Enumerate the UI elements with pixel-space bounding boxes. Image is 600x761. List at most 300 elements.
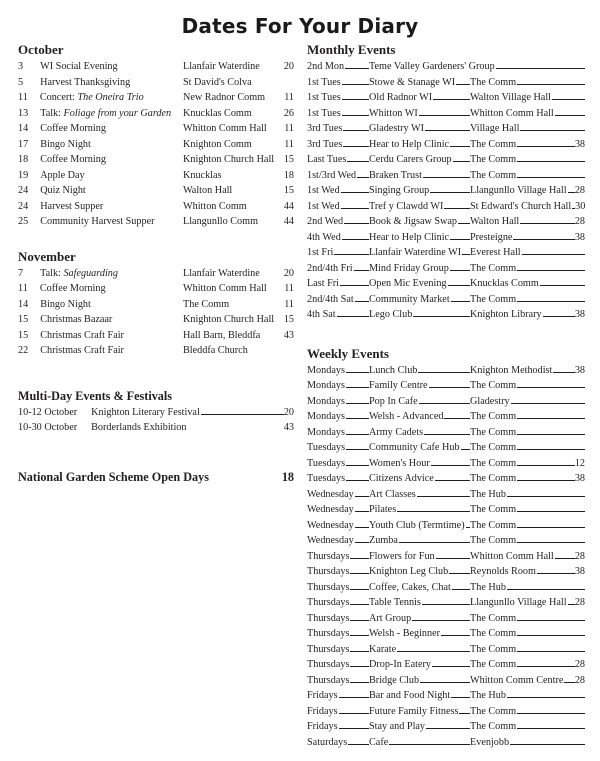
day-cell (307, 409, 369, 425)
event-cell (369, 642, 470, 658)
event-cell (369, 456, 470, 472)
event-cell (369, 564, 470, 580)
underscore-leader (441, 635, 470, 636)
underscore-leader (419, 115, 470, 116)
list-item (18, 121, 294, 137)
underscore-leader (517, 635, 585, 636)
venue-name: Knucklas Comm (470, 278, 539, 289)
event-cell (369, 168, 470, 184)
day-label: Thursdays (307, 581, 350, 593)
venue-cell (183, 343, 294, 359)
venue-name: Whitton Comm Hall (470, 550, 554, 562)
underscore-leader (553, 372, 574, 373)
venue-name: The Hub (470, 690, 506, 701)
venue-name: Whitton Comm Hall (183, 283, 267, 294)
event-name: Pilates (369, 504, 397, 515)
underscore-leader (344, 223, 369, 224)
venue-name: Llanfair Waterdine (183, 267, 260, 279)
day-cell (307, 502, 369, 518)
event-name (40, 121, 106, 137)
venue-cell (470, 471, 585, 487)
underscore-leader (420, 682, 470, 683)
venue-cell (470, 363, 585, 379)
underscore-leader (552, 99, 585, 100)
event-name: Karate (369, 643, 397, 655)
underscore-leader (350, 666, 369, 667)
list-item (307, 183, 585, 199)
page-number: 38 (574, 364, 585, 376)
day-label: Wednesday (307, 535, 354, 546)
event-name: Community Cafe Hub (369, 442, 460, 453)
venue-cell (470, 75, 585, 91)
underscore-leader (510, 744, 585, 745)
event-cell (369, 735, 470, 751)
venue-cell (470, 137, 585, 153)
venue-cell (470, 307, 585, 323)
event-name-text: Quiz Night (40, 185, 86, 196)
event-cell (369, 183, 470, 199)
underscore-leader (346, 465, 369, 466)
underscore-leader (436, 558, 470, 559)
event-cell (369, 704, 470, 720)
list-item (307, 673, 585, 689)
event-cell (369, 292, 470, 308)
event-cell (369, 261, 470, 277)
page-number: 26 (283, 107, 294, 119)
page-number: 11 (284, 283, 294, 294)
page-number: 43 (283, 329, 294, 341)
underscore-leader (507, 496, 585, 497)
venue-cell (470, 673, 585, 689)
list-item (307, 59, 585, 75)
underscore-leader (458, 223, 470, 224)
underscore-leader (450, 146, 470, 147)
venue-name: The Comm (470, 473, 517, 484)
underscore-leader (355, 527, 369, 528)
venue-cell (470, 214, 585, 230)
page-number: 38 (574, 309, 585, 320)
day-cell (307, 75, 369, 91)
event-name-text: Christmas Craft Fair (40, 345, 124, 356)
list-item (307, 230, 585, 246)
venue-cell (470, 245, 585, 261)
venue-cell (470, 378, 585, 394)
list-item (18, 90, 294, 106)
event-name (40, 137, 91, 153)
page-number: 15 (283, 314, 294, 325)
day-label: Mondays (307, 426, 345, 438)
venue-name: The Comm (470, 721, 517, 732)
day-cell (307, 121, 369, 137)
day-label: Mondays (307, 395, 345, 407)
underscore-leader (517, 270, 585, 271)
event-name (40, 266, 118, 282)
underscore-leader (452, 589, 470, 590)
underscore-leader (354, 270, 369, 271)
event-name-text: Coffee Morning (40, 154, 106, 165)
november-list (18, 266, 294, 359)
event-cell (369, 471, 470, 487)
event-name-text: Apple Day (40, 169, 85, 181)
venue-cell (470, 518, 585, 534)
underscore-leader (399, 542, 470, 543)
event-name: Mind Friday Group (369, 262, 449, 274)
event-name-text: Coffee Morning (39, 283, 106, 294)
event-cell (18, 328, 183, 344)
page-number: 44 (283, 216, 294, 227)
day-label: Last Tues (307, 154, 347, 165)
multi-day-heading: Multi-Day Events & Festivals (18, 388, 173, 403)
day-label: 2nd Wed (307, 216, 344, 227)
event-cell (18, 59, 183, 75)
venue-cell (470, 456, 585, 472)
right-column (307, 42, 585, 750)
day-cell (307, 735, 369, 751)
ngs-row (18, 469, 294, 485)
event-cell (369, 487, 470, 503)
event-name-text: Coffee Morning (40, 123, 106, 134)
event-name: Bridge Club (369, 674, 420, 686)
day-cell (307, 595, 369, 611)
day-cell (307, 394, 369, 410)
underscore-leader (517, 177, 585, 178)
day-label: Thursdays (307, 659, 350, 670)
underscore-leader (425, 130, 470, 131)
list-item (307, 137, 585, 153)
event-cell (369, 611, 470, 627)
day-cell (307, 471, 369, 487)
list-item (18, 75, 294, 91)
day-label: Wednesday (307, 504, 354, 515)
venue-cell (470, 425, 585, 441)
event-name-text: Talk: (40, 107, 64, 119)
event-name: Whitton WI (369, 107, 418, 119)
list-item (307, 533, 585, 549)
event-cell (369, 245, 470, 261)
underscore-leader (444, 208, 470, 209)
event-name: Hear to Help Clinic (369, 231, 450, 243)
underscore-leader (355, 511, 369, 512)
venue-cell (470, 704, 585, 720)
event-name (40, 106, 171, 122)
left-column (18, 42, 294, 485)
venue-cell (183, 106, 294, 122)
venue-name: Knighton Methodist (470, 364, 553, 376)
day-cell (307, 245, 369, 261)
venue-cell (470, 230, 585, 246)
list-item (307, 626, 585, 642)
underscore-leader (517, 301, 585, 302)
list-item (18, 405, 294, 421)
venue-cell (470, 183, 585, 199)
page-number: 15 (283, 185, 294, 196)
page-number: 38 (574, 566, 585, 577)
venue-name: The Comm (470, 380, 517, 391)
venue-cell (470, 502, 585, 518)
multi-day-list (18, 405, 294, 436)
event-cell (369, 90, 470, 106)
list-item (307, 214, 585, 230)
underscore-leader (433, 99, 470, 100)
page-number: 28 (574, 597, 585, 608)
venue-name: The Comm (470, 76, 517, 88)
underscore-leader (449, 573, 470, 574)
underscore-leader (555, 558, 575, 559)
venue-name: Reynolds Room (470, 566, 536, 577)
event-cell (369, 394, 470, 410)
list-item (18, 328, 294, 344)
event-cell (369, 719, 470, 735)
day-cell (307, 363, 369, 379)
underscore-leader (453, 161, 470, 162)
day-label: 2nd/4th Sat (307, 293, 354, 305)
dates-cell (18, 420, 91, 436)
event-name-text: Talk: (40, 267, 64, 279)
venue-cell (470, 152, 585, 168)
event-cell (369, 425, 470, 441)
event-cell (369, 276, 470, 292)
list-item (18, 199, 294, 215)
venue-cell (183, 152, 294, 168)
venue-cell (183, 90, 294, 106)
event-name (40, 214, 154, 230)
list-item (18, 420, 294, 436)
underscore-leader (568, 604, 575, 605)
event-name: Open Mic Evening (369, 278, 447, 289)
underscore-leader (350, 589, 369, 590)
day-label: Last Fri (307, 278, 339, 289)
list-item (307, 363, 585, 379)
page-number: 11 (284, 138, 294, 150)
event-dates: 10-12 October (18, 406, 78, 418)
list-item (307, 487, 585, 503)
day-cell (307, 580, 369, 596)
list-item (18, 152, 294, 168)
event-name (40, 59, 118, 75)
venue-name: Knighton Comm (183, 138, 252, 150)
day-label: 1st Fri (307, 247, 334, 258)
page-number: 11 (284, 298, 294, 310)
underscore-leader (419, 403, 470, 404)
venue-name: The Comm (470, 643, 517, 655)
venue-cell (470, 276, 585, 292)
day-label: 2nd Mon (307, 61, 345, 72)
underscore-leader (423, 177, 470, 178)
event-cell (369, 199, 470, 215)
underscore-leader (450, 270, 470, 271)
event-name: Welsh - Advanced (369, 411, 444, 422)
event-name (40, 152, 106, 168)
event-name-text: Harvest Supper (40, 200, 104, 212)
day-cell (307, 440, 369, 456)
list-item (307, 642, 585, 658)
day-cell (307, 704, 369, 720)
underscore-leader (346, 434, 369, 435)
day-label: Fridays (307, 705, 338, 717)
october-list (18, 59, 294, 230)
event-name: Old Radnor WI (369, 92, 433, 103)
event-date: 7 (18, 267, 24, 279)
list-item (307, 75, 585, 91)
underscore-leader (348, 744, 369, 745)
venue-name: Whitton Comm Hall (183, 123, 267, 134)
venue-name: The Hub (470, 488, 506, 500)
underscore-leader (422, 604, 470, 605)
underscore-leader (342, 84, 369, 85)
list-item (307, 90, 585, 106)
day-label: Thursdays (307, 628, 350, 639)
day-cell (307, 59, 369, 75)
event-dates: 10-30 October (18, 422, 78, 433)
venue-name: The Comm (183, 298, 230, 310)
event-cell (369, 378, 470, 394)
list-item (18, 297, 294, 313)
list-item (307, 152, 585, 168)
underscore-leader (520, 130, 585, 131)
underscore-leader (517, 434, 585, 435)
venue-cell (470, 533, 585, 549)
weekly-section (307, 346, 585, 751)
underscore-leader (522, 254, 585, 255)
event-name (40, 168, 84, 184)
venue-name: Knucklas (183, 169, 222, 181)
venue-cell (470, 292, 585, 308)
day-cell (307, 106, 369, 122)
event-name: Art Group (369, 612, 412, 624)
underscore-leader (568, 192, 575, 193)
underscore-leader (448, 285, 470, 286)
underscore-leader (350, 573, 369, 574)
underscore-leader (339, 713, 369, 714)
event-cell (18, 90, 183, 106)
venue-name: Walton Hall (183, 185, 233, 196)
underscore-leader (435, 480, 470, 481)
event-name (40, 281, 106, 297)
venue-cell (470, 168, 585, 184)
page-number: 38 (574, 138, 585, 150)
event-name (40, 297, 91, 313)
underscore-leader (537, 573, 575, 574)
multi-day-section (18, 388, 294, 436)
day-label: 4th Sat (307, 309, 336, 320)
event-name: Zumba (369, 535, 398, 546)
venue-cell (470, 549, 585, 565)
event-name: Cerdu Carers Group (369, 154, 452, 165)
venue-cell (183, 214, 294, 230)
venue-name: St Edward's Church Hall (470, 200, 572, 212)
event-date: 14 (18, 298, 29, 310)
venue-name: New Radnor Comm (183, 92, 266, 103)
underscore-leader (517, 84, 585, 85)
venue-cell (470, 642, 585, 658)
event-name (40, 199, 103, 215)
underscore-leader (412, 620, 470, 621)
list-item (18, 214, 294, 230)
venue-name: The Comm (470, 138, 517, 150)
venue-cell (183, 75, 294, 91)
event-date: 5 (18, 76, 24, 88)
underscore-leader (342, 115, 369, 116)
underscore-leader (456, 84, 470, 85)
page-number: 20 (283, 61, 294, 72)
underscore-leader (520, 223, 575, 224)
event-cell (18, 297, 183, 313)
venue-cell (470, 611, 585, 627)
event-date: 24 (18, 185, 29, 196)
list-item (307, 292, 585, 308)
day-cell (307, 261, 369, 277)
list-item (18, 281, 294, 297)
underscore-leader (413, 316, 470, 317)
venue-name: Hall Barn, Bleddfa (183, 329, 261, 341)
day-cell (307, 183, 369, 199)
page-number: 11 (284, 123, 294, 134)
day-cell (307, 533, 369, 549)
event-date: 19 (18, 169, 29, 181)
list-item (307, 409, 585, 425)
event-cell (369, 75, 470, 91)
event-name-text: Community Harvest Supper (40, 216, 155, 227)
venue-cell (183, 199, 294, 215)
event-name-italic: The Oneira Trio (77, 92, 144, 103)
venue-cell (183, 297, 294, 313)
event-name: Pop In Cafe (369, 395, 418, 407)
underscore-leader (346, 449, 369, 450)
event-cell (369, 214, 470, 230)
october-section (18, 42, 294, 230)
underscore-leader (517, 728, 585, 729)
underscore-leader (341, 192, 369, 193)
day-label: Mondays (307, 411, 345, 422)
underscore-leader (517, 146, 575, 147)
underscore-leader (357, 177, 369, 178)
venue-name: The Comm (470, 293, 517, 305)
day-label: 3rd Tues (307, 123, 343, 134)
day-label: Wednesday (307, 488, 354, 500)
underscore-leader (424, 434, 470, 435)
venue-name: Knighton Church Hall (183, 314, 275, 325)
venue-cell (183, 312, 294, 328)
dates-cell (18, 405, 91, 421)
event-name (40, 328, 124, 344)
day-label: 1st Wed (307, 200, 340, 212)
day-label: Thursdays (307, 550, 350, 562)
page-number: 38 (574, 473, 585, 484)
page-number: 43 (283, 422, 294, 433)
underscore-leader (517, 387, 585, 388)
venue-cell (470, 580, 585, 596)
day-label: 1st Wed (307, 185, 340, 196)
day-cell (307, 673, 369, 689)
event-name: Army Cadets (369, 426, 424, 438)
venue-name: The Comm (470, 628, 517, 639)
event-date: 11 (18, 92, 28, 103)
underscore-leader (350, 558, 369, 559)
list-item (307, 595, 585, 611)
venue-name: The Hub (470, 581, 506, 593)
list-item (307, 704, 585, 720)
venue-cell (470, 719, 585, 735)
event-name-text: Christmas Craft Fair (40, 329, 124, 341)
day-label: Saturdays (307, 736, 348, 748)
underscore-leader (339, 697, 369, 698)
ngs-label: National Garden Scheme Open Days (18, 469, 209, 484)
event-cell (369, 307, 470, 323)
event-cell (18, 137, 183, 153)
event-cell (18, 266, 183, 282)
page-number: 11 (284, 92, 294, 103)
underscore-leader (496, 68, 585, 69)
